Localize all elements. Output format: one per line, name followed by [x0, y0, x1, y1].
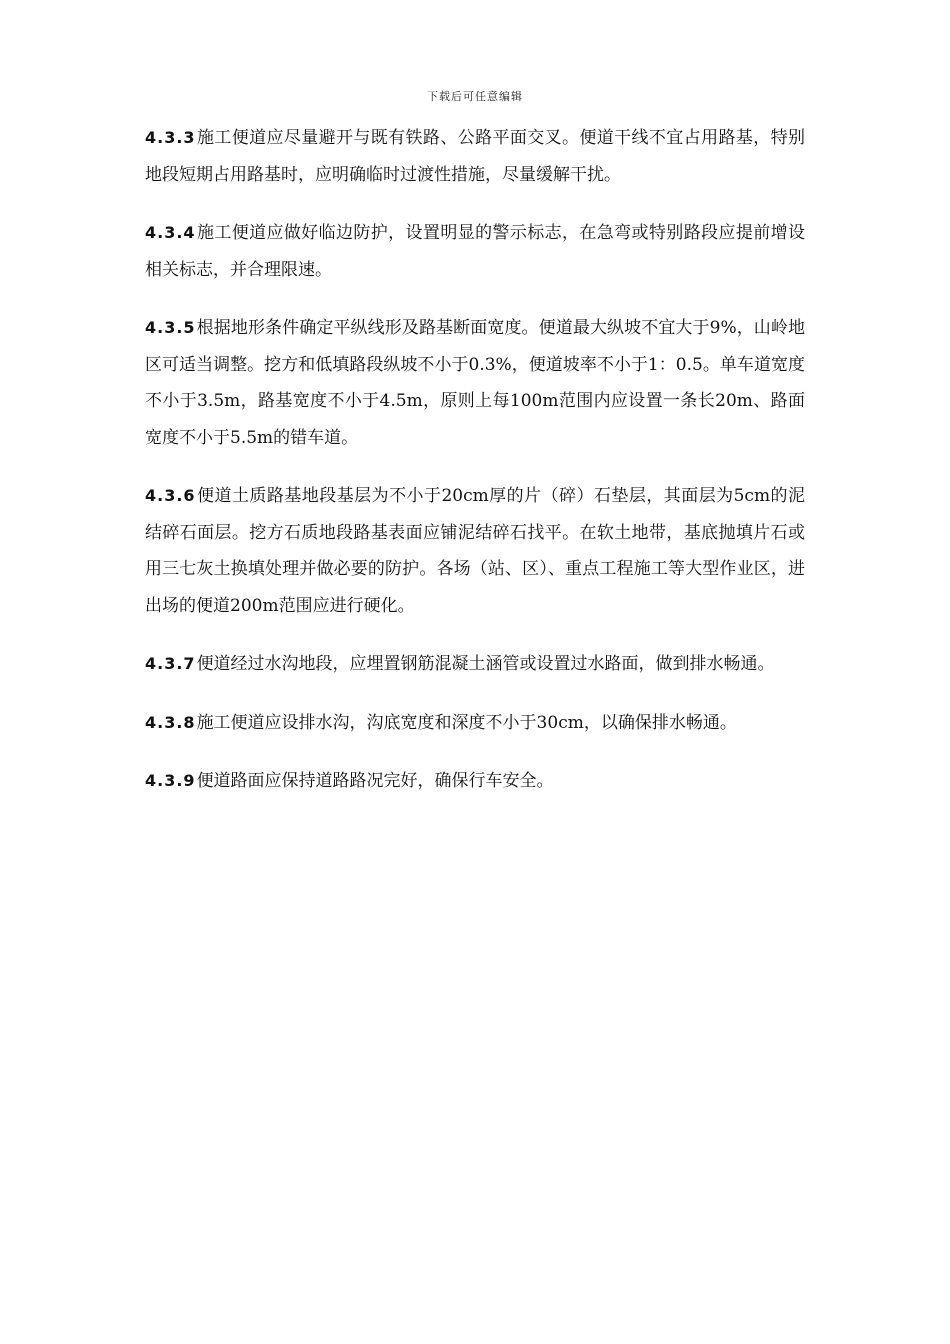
clause-text: 便道经过水沟地段，应埋置钢筋混凝土涵管或设置过水路面，做到排水畅通。 [196, 654, 775, 674]
clause-number: 4.3.3 [145, 128, 196, 147]
clause-text: 便道土质路基地段基层为不小于20cm厚的片（碎）石垫层，其面层为5cm的泥结碎石面层。挖方石质地段路基表面应铺泥结碎石找平。在软土地带，基底抛填片石或用三七灰土换填处理并做必要的防护。各场（站、区）、重点工程施工等大型作业区，进出场的便道200m范围应进行硬化。 [145, 486, 805, 616]
clause-4-3-6 [145, 478, 805, 624]
clause-4-3-4 [145, 215, 805, 288]
document-body [145, 120, 805, 822]
clause-text: 施工便道应设排水沟，沟底宽度和深度不小于30cm，以确保排水畅通。 [196, 712, 737, 733]
clause-4-3-9 [145, 763, 805, 800]
clause-4-3-3 [145, 120, 805, 193]
clause-4-3-7 [145, 646, 805, 683]
clause-4-3-8 [145, 705, 805, 742]
clause-number: 4.3.9 [145, 771, 196, 790]
clause-number: 4.3.8 [145, 712, 196, 732]
clause-text: 根据地形条件确定平纵线形及路基断面宽度。便道最大纵坡不宜大于9%，山岭地区可适当调整。挖方和低填路段纵坡不小于0.3%，便道坡率不小于1：0.5。单车道宽度不小于3.5m，路基宽度不小于4.5m，原则上每100m范围内应设置一条长20m、路面宽度不小于5.5m的错车道。 [145, 318, 805, 448]
clause-text: 施工便道应做好临边防护，设置明显的警示标志，在急弯或特别路段应提前增设相关标志，并合理限速。 [145, 223, 805, 280]
clause-4-3-5 [145, 310, 805, 456]
clause-number: 4.3.5 [145, 318, 196, 337]
header-note: 下载后可任意编辑 [427, 90, 523, 103]
clause-text: 施工便道应尽量避开与既有铁路、公路平面交叉。便道干线不宜占用路基，特别地段短期占用路基时，应明确临时过渡性措施，尽量缓解干扰。 [145, 128, 805, 185]
clause-number: 4.3.7 [145, 654, 196, 673]
clause-number: 4.3.4 [145, 223, 196, 242]
clause-number: 4.3.6 [145, 486, 196, 505]
clause-text: 便道路面应保持道路路况完好，确保行车安全。 [196, 771, 554, 791]
